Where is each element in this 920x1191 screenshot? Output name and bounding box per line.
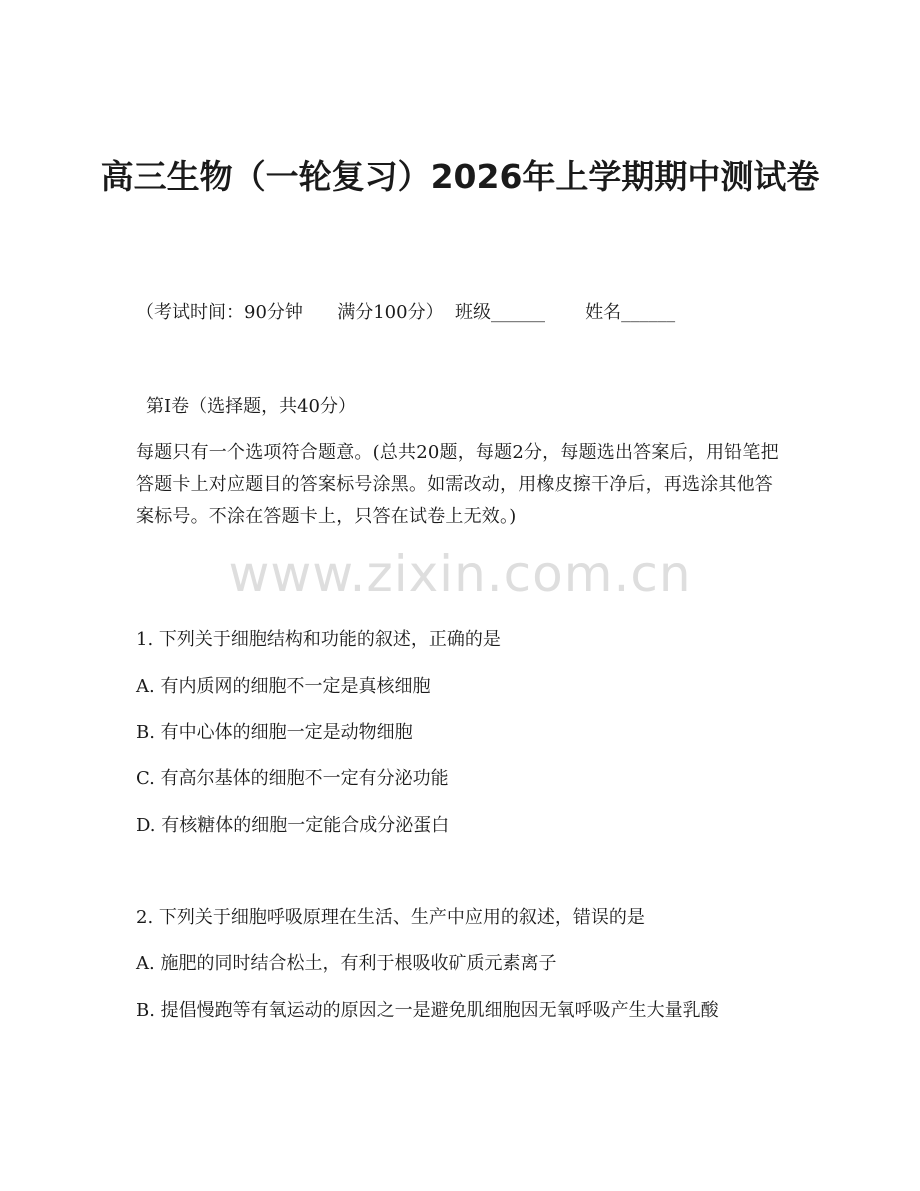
question-1-stem: 1. 下列关于细胞结构和功能的叙述，正确的是 (136, 629, 501, 650)
question-2-option-b: B. 提倡慢跑等有氧运动的原因之一是避免肌细胞因无氧呼吸产生大量乳酸 (136, 1000, 719, 1021)
question-2-option-a: A. 施肥的同时结合松土，有利于根吸收矿质元素离子 (136, 953, 557, 974)
site-watermark: www.zixin.com.cn (228, 545, 692, 603)
question-2-stem: 2. 下列关于细胞呼吸原理在生活、生产中应用的叙述，错误的是 (136, 907, 645, 928)
exam-meta-line: （考试时间：90分钟 满分100分） 班级______ 姓名______ (136, 302, 676, 323)
section-heading: 第Ⅰ卷（选择题，共40分） (146, 396, 357, 417)
exam-title: 高三生物（一轮复习）2026年上学期期中测试卷 (100, 157, 820, 196)
instructions-paragraph: 每题只有一个选项符合题意。(总共20题，每题2分，每题选出答案后，用铅笔把答题卡上对应题目的答案标号涂黑。如需改动，用橡皮擦干净后，再选涂其他答案标号。不涂在答题卡上，只答在试卷上无效。) (136, 442, 779, 527)
question-1-option-b: B. 有中心体的细胞一定是动物细胞 (136, 722, 413, 743)
question-1-option-c: C. 有高尔基体的细胞不一定有分泌功能 (136, 768, 449, 789)
question-1-option-d: D. 有核糖体的细胞一定能合成分泌蛋白 (136, 815, 450, 836)
question-1-option-a: A. 有内质网的细胞不一定是真核细胞 (136, 676, 431, 697)
